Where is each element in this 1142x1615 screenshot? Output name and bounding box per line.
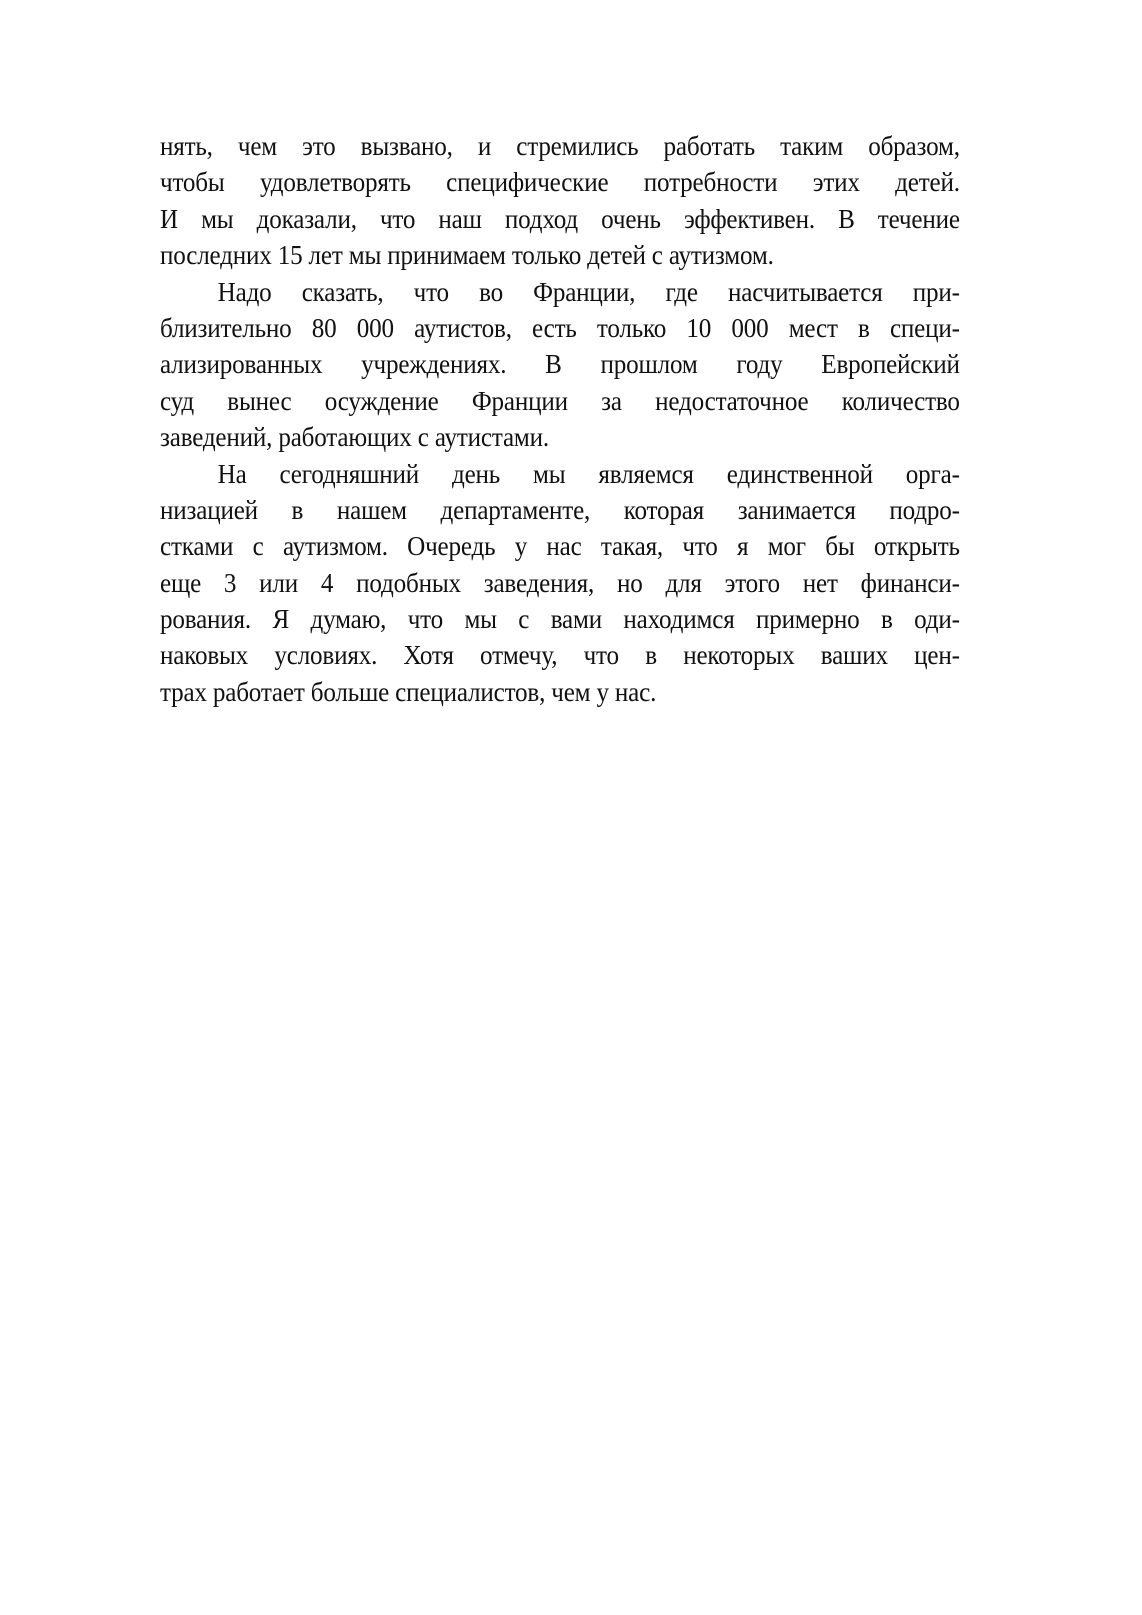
text-line: И мы доказали, что наш подход очень эффективен. В течение: [160, 203, 960, 234]
paragraph-1: [160, 128, 960, 274]
text-line: чтобы удовлетворять специфические потребности этих детей.: [160, 167, 960, 198]
text-line: ализированных учреждениях. В прошлом году Европейский: [160, 349, 960, 380]
body-text: [160, 128, 960, 710]
text-line: еще 3 или 4 подобных заведения, но для этого нет финанси-: [160, 567, 960, 598]
text-line: заведений, работающих с аутистами.: [160, 422, 549, 453]
text-line: наковых условиях. Хотя отмечу, что в некоторых ваших цен-: [160, 640, 960, 671]
text-line: суд вынес осуждение Франции за недостаточное количество: [160, 385, 960, 416]
text-line: Надо сказать, что во Франции, где насчитывается при-: [217, 276, 960, 307]
text-line: близительно 80 000 аутистов, есть только 10 000 мест в специ-: [160, 312, 960, 343]
paragraph-3: [160, 456, 960, 711]
paragraph-2: [160, 274, 960, 456]
text-line: последних 15 лет мы принимаем только детей с аутизмом.: [160, 240, 774, 271]
text-line: нять, чем это вызвано, и стремились работать таким образом,: [160, 131, 960, 161]
text-line: рования. Я думаю, что мы с вами находимся примерно в оди-: [160, 604, 960, 635]
text-line: трах работает больше специалистов, чем у нас.: [160, 676, 657, 707]
text-line: стками с аутизмом. Очередь у нас такая, что я мог бы открыть: [160, 531, 960, 562]
text-line: На сегодняшний день мы являемся единственной орга-: [217, 458, 960, 489]
text-line: низацией в нашем департаменте, которая занимается подро-: [160, 494, 960, 525]
